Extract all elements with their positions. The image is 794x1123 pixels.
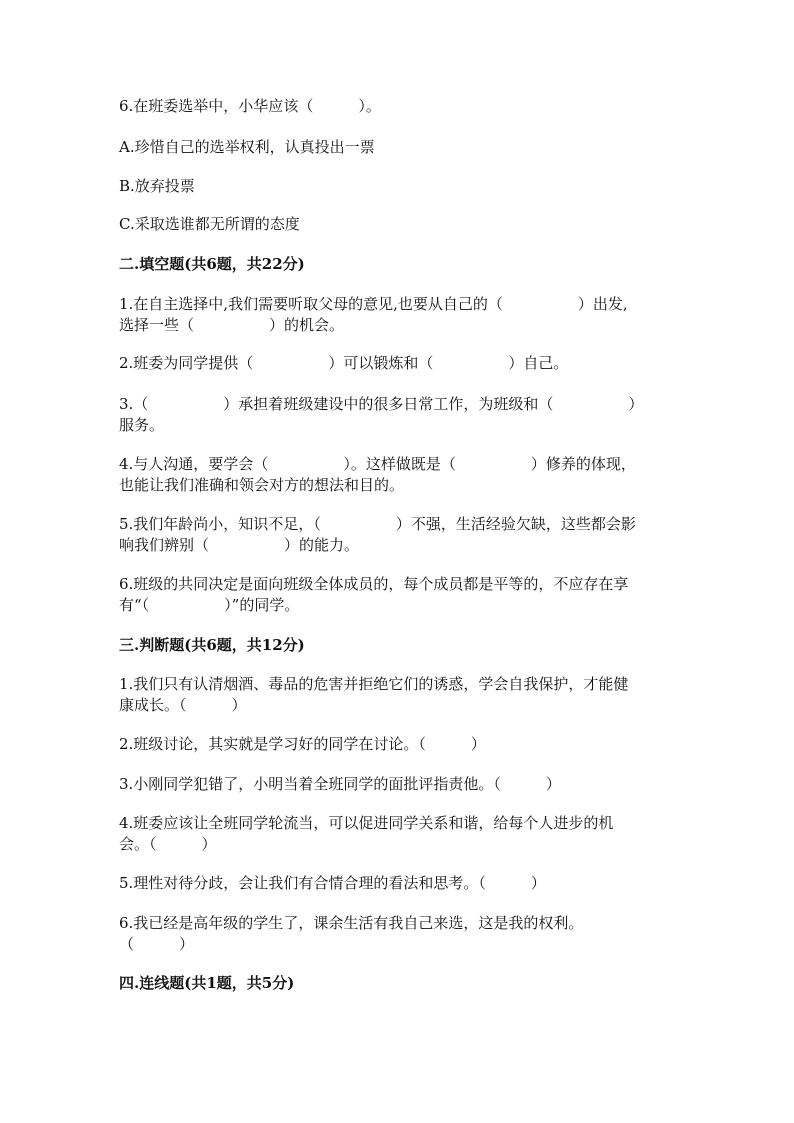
- fill-question-2: 2.班委为同学提供（ ）可以锻炼和（ ）自己。: [119, 354, 569, 372]
- fill-question-6-line-2: 有“（ ）”的同学。: [119, 596, 300, 614]
- judge-question-6-line-1: 6.我已经是高年级的学生了，课余生活有我自己来选，这是我的权利。: [119, 914, 584, 932]
- section-matching-heading: 四.连线题(共1题，共5分): [119, 974, 295, 992]
- section-fill-in-heading: 二.填空题(共6题，共22分): [119, 255, 305, 273]
- fill-question-3-line-1: 3.（ ）承担着班级建设中的很多日常工作，为班级和（ ）: [119, 395, 644, 413]
- judge-question-3: 3.小刚同学犯错了，小明当着全班同学的面批评指责他。（ ）: [119, 775, 561, 793]
- judge-question-1-line-2: 康成长。（ ）: [119, 696, 247, 714]
- fill-question-4-line-1: 4.与人沟通，要学会（ ）。这样做既是（ ）修养的体现，: [119, 455, 636, 473]
- fill-question-1-line-1: 1.在自主选择中,我们需要听取父母的意见,也要从自己的（ ）出发,: [119, 295, 628, 313]
- fill-question-5-line-2: 响我们辨别（ ）的能力。: [119, 536, 360, 554]
- option-c: C.采取选谁都无所谓的态度: [119, 215, 300, 233]
- judge-question-1-line-1: 1.我们只有认清烟酒、毒品的危害并拒绝它们的诱惑，学会自我保护，才能健: [119, 675, 629, 693]
- fill-question-4-line-2: 也能让我们准确和领会对方的想法和目的。: [119, 476, 405, 494]
- section-judgement-heading: 三.判断题(共6题，共12分): [119, 636, 305, 654]
- judge-question-5: 5.理性对待分歧，会让我们有合情合理的看法和思考。（ ）: [119, 874, 546, 892]
- judge-question-4-line-1: 4.班委应该让全班同学轮流当，可以促进同学关系和谐，给每个人进步的机: [119, 814, 614, 832]
- fill-question-3-line-2: 服务。: [119, 416, 165, 434]
- judge-question-4-line-2: 会。（ ）: [119, 835, 217, 853]
- judge-question-6-line-2: （ ）: [119, 935, 195, 953]
- fill-question-5-line-1: 5.我们年龄尚小，知识不足，（ ）不强，生活经验欠缺，这些都会影: [119, 515, 636, 533]
- judge-question-2: 2.班级讨论，其实就是学习好的同学在讨论。（ ）: [119, 735, 486, 753]
- question-6-choice: 6.在班委选举中，小华应该（ ）。: [119, 97, 381, 115]
- fill-question-6-line-1: 6.班级的共同决定是面向班级全体成员的，每个成员都是平等的，不应存在享: [119, 575, 629, 593]
- fill-question-1-line-2: 选择一些（ ）的机会。: [119, 316, 345, 334]
- option-b: B.放弃投票: [119, 177, 195, 195]
- option-a: A.珍惜自己的选举权利，认真投出一票: [119, 138, 375, 156]
